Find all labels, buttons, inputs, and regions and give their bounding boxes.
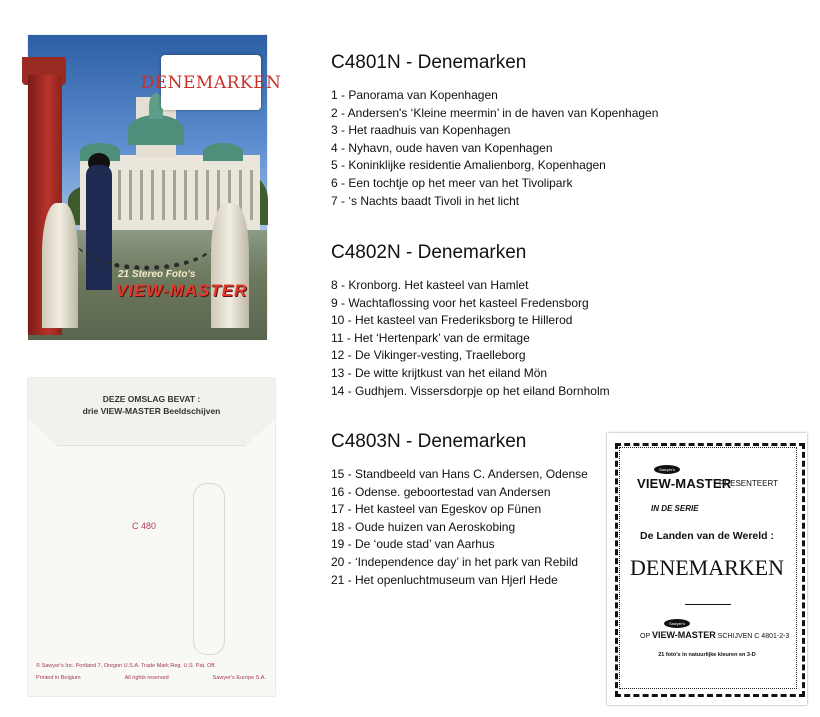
reel-heading: C4803N - Denemarken <box>331 431 527 452</box>
list-item: 8 - Kronborg. Het kasteel van Hamlet <box>331 278 529 292</box>
reel-list-c4803n <box>331 431 588 589</box>
list-item: 9 - Wachtaflossing voor het kasteel Fredensborg <box>331 295 589 310</box>
list-item: 12 - De Vikinger-vesting, Traelleborg <box>331 348 526 363</box>
sawyers-badge-small: Sawyer's <box>664 619 690 628</box>
back-heading-line2: drie VIEW-MASTER Beeldschijven <box>82 406 221 416</box>
list-item: 1 - Panorama van Kopenhagen <box>331 88 498 102</box>
front-packet-image <box>28 35 282 333</box>
reel-heading: C4801N - Denemarken <box>331 52 527 73</box>
reel-list-c4802n <box>331 242 610 400</box>
back-fine-print: © Sawyer's Inc. Portland 7, Oregon U.S.A. Trade Mark Reg. U.S. Pat. Off. <box>36 663 216 669</box>
card-series-name: De Landen van de Wereld : <box>639 530 774 542</box>
list-item: 14 - Gudhjem. Vissersdorpje op het eiland Bornholm <box>331 383 610 398</box>
back-fine-print-row <box>36 675 266 681</box>
sawyers-europe: Sawyer's Europe S.A. <box>212 675 266 681</box>
insert-card <box>607 433 807 705</box>
list-item: 21 - Het openluchtmuseum van Hjerl Hede <box>331 572 558 587</box>
card-brand-small: VIEW-MASTER <box>651 630 716 640</box>
reel-heading: C4802N - Denemarken <box>331 242 527 263</box>
card-in-de-serie: IN DE SERIE <box>651 504 699 513</box>
front-subtitle: 21 Stereo Foto's <box>118 269 196 280</box>
chain <box>76 210 216 270</box>
back-packet-image <box>28 378 275 696</box>
card-reels-line <box>640 630 789 640</box>
list-item: 13 - De witte krijtkust van het eiland Mön <box>331 365 548 380</box>
list-item: 18 - Oude huizen van Aeroskobing <box>331 519 516 534</box>
back-code: C 480 <box>132 521 157 531</box>
card-presents: PRESENTEERT <box>719 479 778 488</box>
list-item: 5 - Koninklijke residentie Amalienborg, Kopenhagen <box>331 158 606 173</box>
list-item: 15 - Standbeeld van Hans C. Andersen, Odense <box>331 467 588 481</box>
card-title: DENEMARKEN <box>630 555 784 580</box>
card-divider <box>685 604 731 605</box>
list-item: 2 - Andersen's ‘Kleine meermin’ in de haven van Kopenhagen <box>331 105 659 120</box>
reel-list-c4801n <box>331 52 658 210</box>
front-brand-logo: VIEW-MASTER <box>116 281 248 300</box>
list-item: 7 - ‘s Nachts baadt Tivoli in het licht <box>331 193 520 208</box>
card-brand: VIEW-MASTER <box>637 476 732 491</box>
front-title-card <box>140 55 282 110</box>
front-title: DENEMARKEN <box>140 72 282 93</box>
list-item: 4 - Nyhavn, oude haven van Kopenhagen <box>331 140 553 155</box>
back-heading-line1: DEZE OMSLAG BEVAT : <box>102 394 201 404</box>
list-item: 20 - ‘Independence day’ in het park van Rebild <box>331 554 579 569</box>
list-item: 19 - De ‘oude stad’ van Aarhus <box>331 537 495 552</box>
list-item: 3 - Het raadhuis van Kopenhagen <box>331 123 511 138</box>
card-fotos: 21 foto's in natuurlijke kleuren en 3-D <box>658 652 756 658</box>
card-reels-label: SCHIJVEN C 4801-2-3 <box>717 633 790 640</box>
printed-in: Printed in Belgium <box>36 675 81 681</box>
sawyers-badge: Sawyer's <box>654 465 680 474</box>
rights: All rights reserved <box>124 675 169 681</box>
list-item: 6 - Een tochtje op het meer van het Tivolipark <box>331 175 573 190</box>
list-item: 17 - Het kasteel van Egeskov op Fünen <box>331 502 542 517</box>
card-op: OP <box>640 633 650 640</box>
list-item: 11 - Het ‘Hertenpark’ van de ermitage <box>331 330 530 345</box>
list-item: 16 - Odense. geboortestad van Andersen <box>331 484 551 499</box>
list-item: 10 - Het kasteel van Frederiksborg te Hillerod <box>331 313 573 328</box>
envelope-window <box>193 483 225 655</box>
